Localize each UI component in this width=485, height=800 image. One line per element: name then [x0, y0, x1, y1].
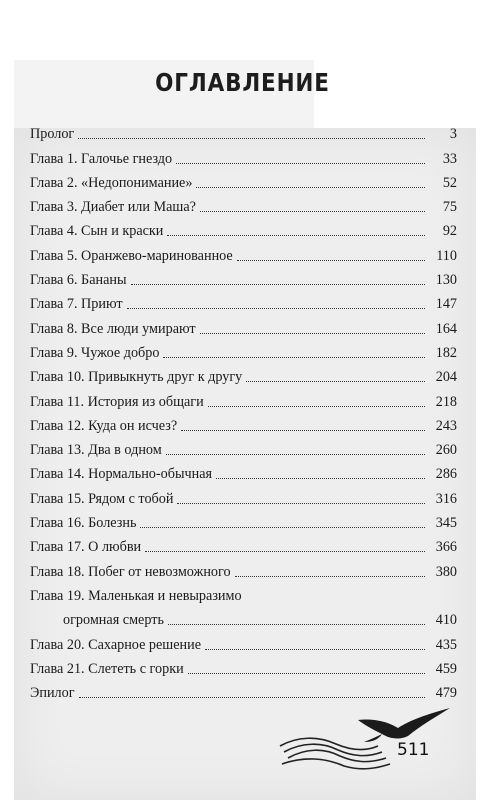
toc-page-number: 182: [435, 344, 457, 361]
toc-page-number: 316: [435, 490, 457, 507]
toc-entry: [30, 218, 457, 242]
toc-page-number: 459: [435, 660, 457, 677]
toc-entry-label: Глава 2. «Недопонимание»: [30, 174, 193, 191]
page-title: ОГЛАВЛЕНИЕ: [155, 68, 330, 97]
toc-entry: [30, 242, 457, 266]
toc-entry: [30, 170, 457, 194]
dot-leader: [166, 454, 425, 455]
dot-leader: [140, 527, 425, 528]
toc-entry-label: Пролог: [30, 126, 75, 143]
dot-leader: [127, 308, 425, 309]
toc-page-number: 204: [435, 369, 457, 386]
toc-entry: [30, 315, 457, 339]
toc-entry-label: Глава 8. Все люди умирают: [30, 320, 196, 337]
bird-wave-ornament: [278, 706, 458, 776]
toc-page-number: 243: [435, 417, 457, 434]
toc-entry: [30, 413, 457, 437]
toc-entry-label: Глава 17. О любви: [30, 539, 142, 556]
toc-entry-label-continued: огромная смерть: [63, 612, 164, 629]
dot-leader: [200, 211, 425, 212]
toc-entry: [30, 461, 457, 485]
dot-leader: [196, 187, 425, 188]
toc-entry-label: Глава 5. Оранжево-маринованное: [30, 247, 233, 264]
toc-page-number: 286: [435, 466, 457, 483]
toc-entry: [30, 267, 457, 291]
toc-entry: [30, 510, 457, 534]
toc-entry-label: Глава 14. Нормально-обычная: [30, 466, 213, 483]
toc-page-number: 52: [442, 174, 457, 191]
toc-entry: [30, 194, 457, 218]
toc-entry-label: Глава 11. История из общаги: [30, 393, 204, 410]
toc-entry-label: Глава 12. Куда он исчез?: [30, 417, 178, 434]
toc-entry: [30, 631, 457, 655]
dot-leader: [188, 673, 425, 674]
table-of-contents: [30, 121, 457, 704]
toc-entry-label: Глава 18. Побег от невозможного: [30, 563, 231, 580]
dot-leader: [237, 260, 425, 261]
dot-leader: [205, 649, 425, 650]
dot-leader: [181, 430, 425, 431]
dot-leader: [208, 406, 425, 407]
toc-page-number: 75: [442, 199, 457, 216]
toc-entry-label: Глава 19. Маленькая и невыразимо: [30, 587, 242, 604]
toc-entry: [30, 388, 457, 412]
toc-page-number: 164: [435, 320, 457, 337]
toc-entry-label: Глава 10. Привыкнуть друг к другу: [30, 369, 243, 386]
dot-leader: [176, 163, 425, 164]
dot-leader: [246, 381, 425, 382]
toc-entry-label: Глава 3. Диабет или Маша?: [30, 199, 196, 216]
toc-page-number: 366: [435, 539, 457, 556]
dot-leader: [177, 503, 425, 504]
dot-leader: [163, 357, 425, 358]
dot-leader: [78, 138, 425, 139]
toc-entry-label: Глава 20. Сахарное решение: [30, 636, 202, 653]
toc-entry-label: Эпилог: [30, 685, 75, 702]
dot-leader: [167, 235, 425, 236]
toc-page-number: 479: [435, 685, 457, 702]
toc-page-number: 218: [435, 393, 457, 410]
toc-page-number: 435: [435, 636, 457, 653]
toc-page-number: 130: [435, 272, 457, 289]
toc-entry-label: Глава 15. Рядом с тобой: [30, 490, 174, 507]
toc-page-number: 147: [435, 296, 457, 313]
dot-leader: [131, 284, 425, 285]
dot-leader: [79, 697, 425, 698]
toc-entry: [30, 121, 457, 145]
toc-entry: [30, 558, 457, 582]
toc-entry: [30, 583, 457, 607]
toc-page-number: 260: [435, 442, 457, 459]
toc-page-number: 3: [449, 126, 457, 143]
dot-leader: [145, 551, 425, 552]
toc-page-number: 345: [435, 515, 457, 532]
toc-entry: [30, 485, 457, 509]
toc-entry: [30, 656, 457, 680]
toc-entry: [30, 680, 457, 704]
toc-entry-label: Глава 9. Чужое добро: [30, 344, 160, 361]
toc-entry: [30, 437, 457, 461]
toc-entry-label: Глава 4. Сын и краски: [30, 223, 164, 240]
toc-entry-label: Глава 21. Слететь с горки: [30, 660, 184, 677]
toc-entry: [30, 340, 457, 364]
toc-entry: [30, 534, 457, 558]
toc-entry-label: Глава 1. Галочье гнездо: [30, 150, 173, 167]
toc-page-number: 33: [442, 150, 457, 167]
toc-entry-label: Глава 16. Болезнь: [30, 515, 137, 532]
toc-entry-label: Глава 6. Бананы: [30, 272, 127, 289]
toc-page-number: 110: [436, 247, 457, 264]
dot-leader: [235, 576, 425, 577]
toc-entry-label: Глава 7. Приют: [30, 296, 123, 313]
toc-entry: [30, 364, 457, 388]
toc-entry: [30, 291, 457, 315]
toc-entry-continuation: [30, 607, 457, 631]
page-number: 511: [397, 740, 430, 760]
toc-entry-label: Глава 13. Два в одном: [30, 442, 162, 459]
toc-page-number: 92: [442, 223, 457, 240]
dot-leader: [200, 333, 425, 334]
toc-page-number: 410: [435, 612, 457, 629]
dot-leader: [216, 478, 425, 479]
toc-entry: [30, 145, 457, 169]
toc-page-number: 380: [435, 563, 457, 580]
dot-leader: [168, 624, 425, 625]
